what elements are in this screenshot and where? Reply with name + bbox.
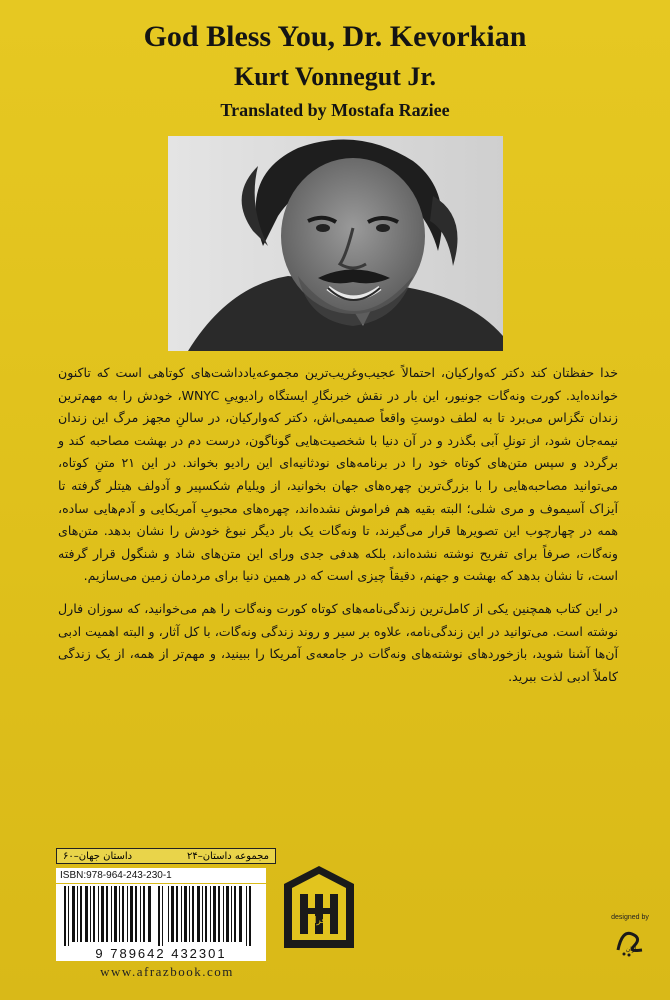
designed-by-label: designed by	[611, 914, 649, 921]
series-label-left: داستان جهان–۶۰	[63, 850, 133, 862]
author-portrait	[168, 136, 503, 351]
publisher-website: www.afrazbook.com	[100, 964, 234, 979]
series-label	[56, 848, 276, 864]
barcode-number: 9 789642 432301	[56, 946, 266, 961]
designer-logo-text: باران	[625, 946, 639, 953]
publisher-logo-text: افراز	[309, 916, 329, 926]
author-name: Kurt Vonnegut Jr.	[233, 62, 437, 91]
designer-logo-icon	[612, 924, 652, 958]
isbn: ISBN:978-964-243-230-1	[56, 868, 266, 883]
barcode-bars	[60, 884, 262, 946]
publisher-logo-icon	[282, 864, 356, 950]
book-description	[58, 362, 618, 698]
description-paragraph-2: در این کتاب همچنین یکی از کامل‌ترین زندگی‌نامه‌های کوتاه کورت ونه‌گات را هم می‌خوانید، که سوزان فارل نوشته است. می‌توانید در این زندگی‌نامه، علاوه بر سیر و روند زندگی ونه‌گات، با کل آثار، و البته اهمیت ادبی آن‌ها آشنا شوید، بازخوردهای نوشته‌های ونه‌گات در جامعه‌ی آمریکا را ببینید، و مهم‌تر از همه، از یک زندگی کاملاً ادبی لذت ببرید.	[58, 600, 618, 684]
description-paragraph-1: خدا حفظتان کند دکتر که‌وارکیان، احتمالاً عجیب‌وغریب‌ترین مجموعه‌یادداشت‌های کوتاهی است که تاکنون خوانده‌اید. کورت ونه‌گات جونیور، این بار در نقش خبرنگارِ ایستگاه رادیوییِ WNYC، خودش را به مهم‌ترین زندان تگزاس می‌برد تا به لطف دوستِ واقعاً صمیمی‌اش، دکتر که‌وارکیان، در سالنِ مجهز مرگ این زندان نیمه‌جان شود، از تونلِ آبی بگذرد و در آن دنیا با شخصیت‌هایی گوناگون، درست دم در بهشت مصاحبه کند و برگردد و سپس متن‌های کوتاه خود را در برنامه‌های نودثانیه‌ای این رادیو بخواند. در این ۲۱ متنِ کوتاه، می‌توانید مصاحبه‌هایی را با بزرگ‌ترین چهره‌های جهان بخوانید، از ویلیام شکسپیر و آدولف هیتلر گرفته تا آیزاک آسیموف و مری شلی؛ البته بقیه هم فراموش نشده‌اند، چهره‌های محبوبِ آمریکایی و آدم‌هایی ساده، همه در چهارچوب این تصویرها قرار می‌گیرند، تا ونه‌گات یک بار دیگر نبوغ خودش را نشان بدهد. متن‌های ونه‌گات، صرفاً برای تفریح نوشته نشده‌اند، بلکه هدفی جدی ورای این متن‌های شاد و شنگول قرار گرفته است، تا نشان بدهد که بهشت و جهنم، دقیقاً چیزی است که در همین دنیا برای مردمان زمین می‌سازیم.	[58, 365, 618, 584]
book-title: God Bless You, Dr. Kevorkian	[143, 20, 527, 53]
cover-footer	[52, 848, 649, 979]
series-label-right: مجموعه داستان–۲۴	[186, 850, 269, 862]
barcode-icon	[56, 884, 266, 946]
translator-credit: Translated by Mostafa Raziee	[220, 100, 450, 120]
author-portrait-icon	[168, 136, 503, 351]
